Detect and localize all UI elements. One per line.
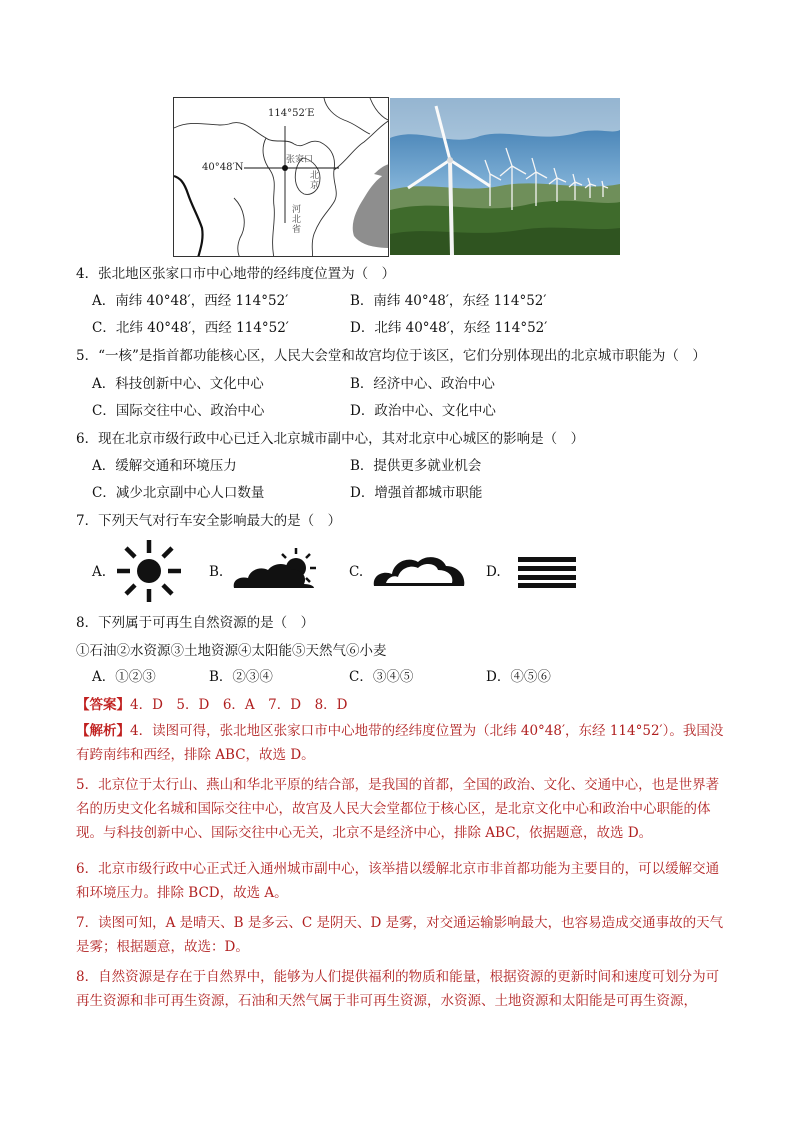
sunny-icon: [114, 538, 184, 608]
question-8-stem: 8．下列属于可再生自然资源的是（ ）: [76, 615, 315, 631]
location-map: [173, 97, 389, 257]
q7-option-d: D.: [486, 564, 501, 580]
longitude-label: 114°52′E: [268, 108, 315, 119]
q8-items: ①石油②水资源③土地资源④太阳能⑤天然气⑥小麦: [76, 643, 387, 659]
analysis-para-5: 5．北京位于太行山、燕山和华北平原的结合部，是我国的首都，全国的政治、文化、交通中心，也是世界著名的历史文化名城和国际交往中心，故宫及人民大会堂都位于核心区，是北京文化中心和政治中心职能的体现。与科技创新中心、国际交往中心无关，北京不是经济中心，排除 ABC，依据题意，故选 D。: [76, 777, 720, 841]
q4-option-d: D．北纬 40°48′，东经 114°52′: [350, 320, 548, 336]
q4-option-a: A．南纬 40°48′，西经 114°52′: [92, 293, 289, 309]
latitude-label: 40°48′N: [202, 162, 244, 173]
wind-turbine-photo: [390, 98, 620, 255]
analysis-para-4: [76, 719, 726, 767]
q5-option-b: B．经济中心、政治中心: [350, 376, 495, 392]
province-label: 河北省: [290, 204, 300, 234]
q4-option-b: B．南纬 40°48′，东经 114°52′: [350, 293, 547, 309]
q6-option-c: C．减少北京副中心人口数量: [92, 485, 265, 501]
question-7-stem: 7．下列天气对行车安全影响最大的是（ ）: [76, 513, 342, 529]
fog-icon: [518, 556, 576, 592]
analysis-para-8: 8．自然资源是存在于自然界中，能够为人们提供福利的物质和能量，根据资源的更新时间和速度可划分为可再生资源和非可再生资源，石油和天然气属于非可再生资源，水资源、土地资源和太阳能是可再生资源，: [76, 969, 720, 1009]
q5-option-a: A．科技创新中心、文化中心: [92, 376, 264, 392]
answer-tag: 【答案】: [76, 697, 130, 713]
q4-option-c: C．北纬 40°48′，西经 114°52′: [92, 320, 289, 336]
analysis-tag: 【解析】: [76, 723, 130, 739]
question-4-stem: 4．张北地区张家口市中心地带的经纬度位置为（ ）: [76, 266, 396, 282]
answer-text: 4．D 5．D 6．A 7．D 8．D: [130, 697, 348, 713]
q8-option-b: B．②③④: [209, 669, 273, 685]
q8-option-a: A．①②③: [92, 669, 156, 685]
question-6-stem: 6．现在北京市级行政中心已迁入北京城市副中心，其对北京中心城区的影响是（ ）: [76, 431, 585, 447]
q8-option-d: D．④⑤⑥: [486, 669, 551, 685]
city-label: 张家口: [286, 155, 314, 165]
partly-cloudy-icon: [230, 546, 330, 596]
q8-option-c: C．③④⑤: [349, 669, 414, 685]
map-graphic: [174, 98, 389, 257]
q7-option-c: C.: [349, 564, 364, 580]
analysis-para-6: 6．北京市级行政中心正式迁入通州城市副中心，该举措以缓解北京市非首都功能为主要目的，可以缓解交通和环境压力。排除 BCD，故选 A。: [76, 861, 720, 901]
q5-option-c: C．国际交往中心、政治中心: [92, 403, 265, 419]
question-5-stem: 5．“一核”是指首都功能核心区，人民大会堂和故宫均位于该区，它们分别体现出的北京城市职能为（ ）: [76, 348, 706, 364]
q7-option-b: B.: [209, 564, 224, 580]
q7-option-a: A.: [92, 564, 107, 580]
q6-option-a: A．缓解交通和环境压力: [92, 458, 237, 474]
q5-option-d: D．政治中心、文化中心: [350, 403, 496, 419]
analysis-para-7: 7．读图可知，A 是晴天、B 是多云、C 是阴天、D 是雾，对交通运输影响最大，也容易造成交通事故的天气是雾；根据题意，故选：D。: [76, 915, 724, 955]
analysis-4-text: 4．读图可得，张北地区张家口市中心地带的经纬度位置为（北纬 40°48′，东经 114°52′）。我国没有跨南纬和西经，排除 ABC，故选 D。: [76, 723, 724, 763]
answer-line: [76, 696, 348, 714]
q6-option-d: D．增强首都城市职能: [350, 485, 483, 501]
q6-option-b: B．提供更多就业机会: [350, 458, 482, 474]
overcast-icon: [370, 550, 470, 594]
beijing-label: 北京: [308, 170, 318, 190]
